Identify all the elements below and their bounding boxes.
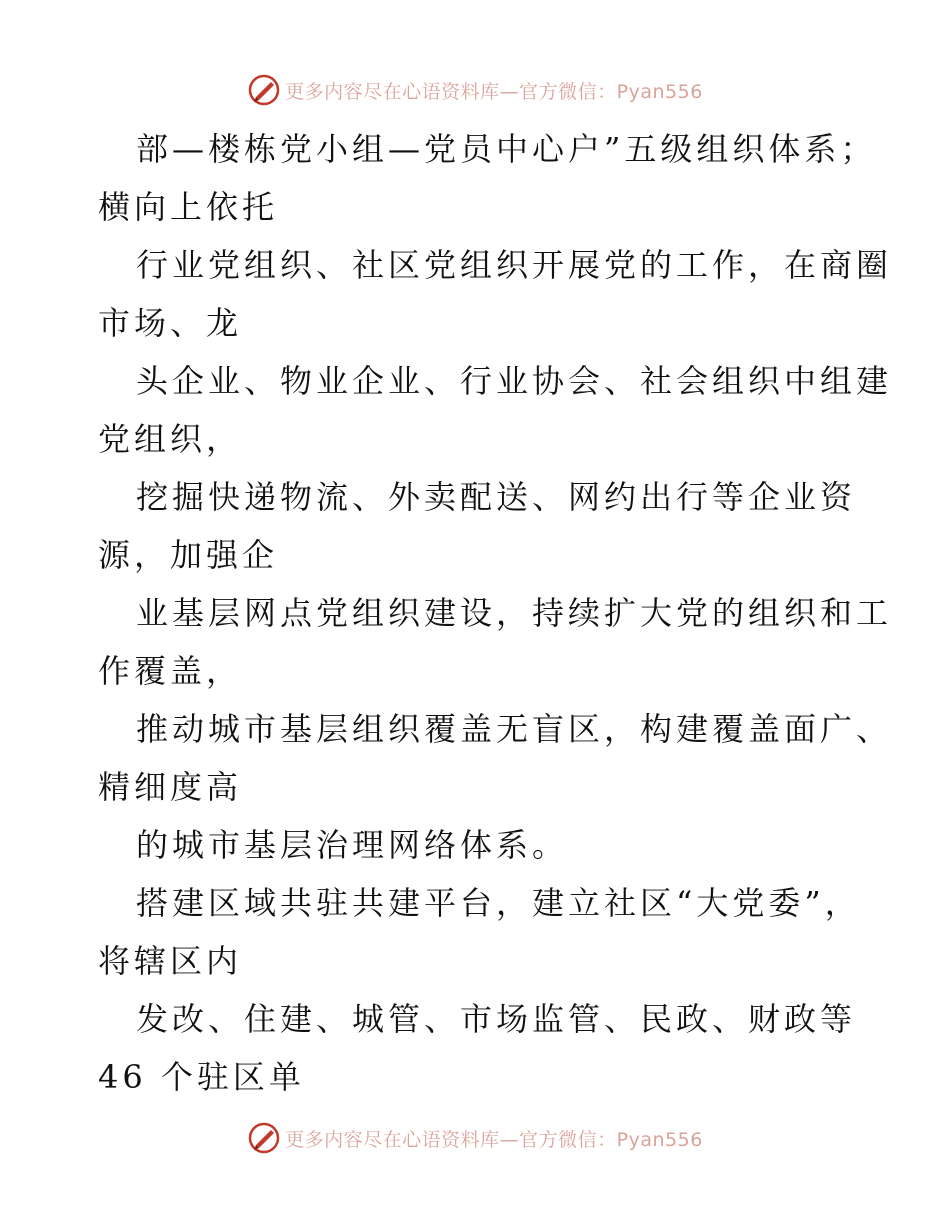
paragraph-line: 精细度高 [98,768,243,806]
watermark-text: 更多内容尽在心语资料库—官方微信：Pyan556 [285,1128,703,1151]
header-watermark [0,70,950,110]
paragraph-line: 挖掘快递物流、外卖配送、网约出行等企业资 [136,478,857,516]
paragraph-line: 46 个驻区单 [98,1058,305,1096]
paragraph-line: 将辖区内 [98,942,243,980]
paragraph-line: 推动城市基层组织覆盖无盲区，构建覆盖面广、 [136,710,893,748]
document-body [98,120,893,1106]
paragraph-line: 搭建区域共驻共建平台，建立社区“大党委”， [136,884,861,922]
paragraph-line: 的城市基层治理网络体系。 [136,826,569,864]
paragraph-line: 行业党组织、社区党组织开展党的工作，在商圈 [136,246,893,284]
pen-logo-icon [247,73,281,107]
paragraph-line: 发改、住建、城管、市场监管、民政、财政等 [136,1000,857,1038]
paragraph-line: 市场、龙 [98,304,243,342]
footer-watermark [0,1118,950,1158]
paragraph-line: 作覆盖， [98,652,243,690]
paragraph-line: 党组织， [98,420,243,458]
pen-logo-icon [247,1121,281,1155]
paragraph-line: 部—楼栋党小组—党员中心户”五级组织体系； [136,130,877,168]
paragraph-line: 头企业、物业企业、行业协会、社会组织中组建 [136,362,893,400]
watermark-text: 更多内容尽在心语资料库—官方微信：Pyan556 [285,80,703,103]
paragraph-line: 业基层网点党组织建设，持续扩大党的组织和工 [136,594,893,632]
paragraph-line: 横向上依托 [98,188,279,226]
paragraph-line: 源，加强企 [98,536,279,574]
